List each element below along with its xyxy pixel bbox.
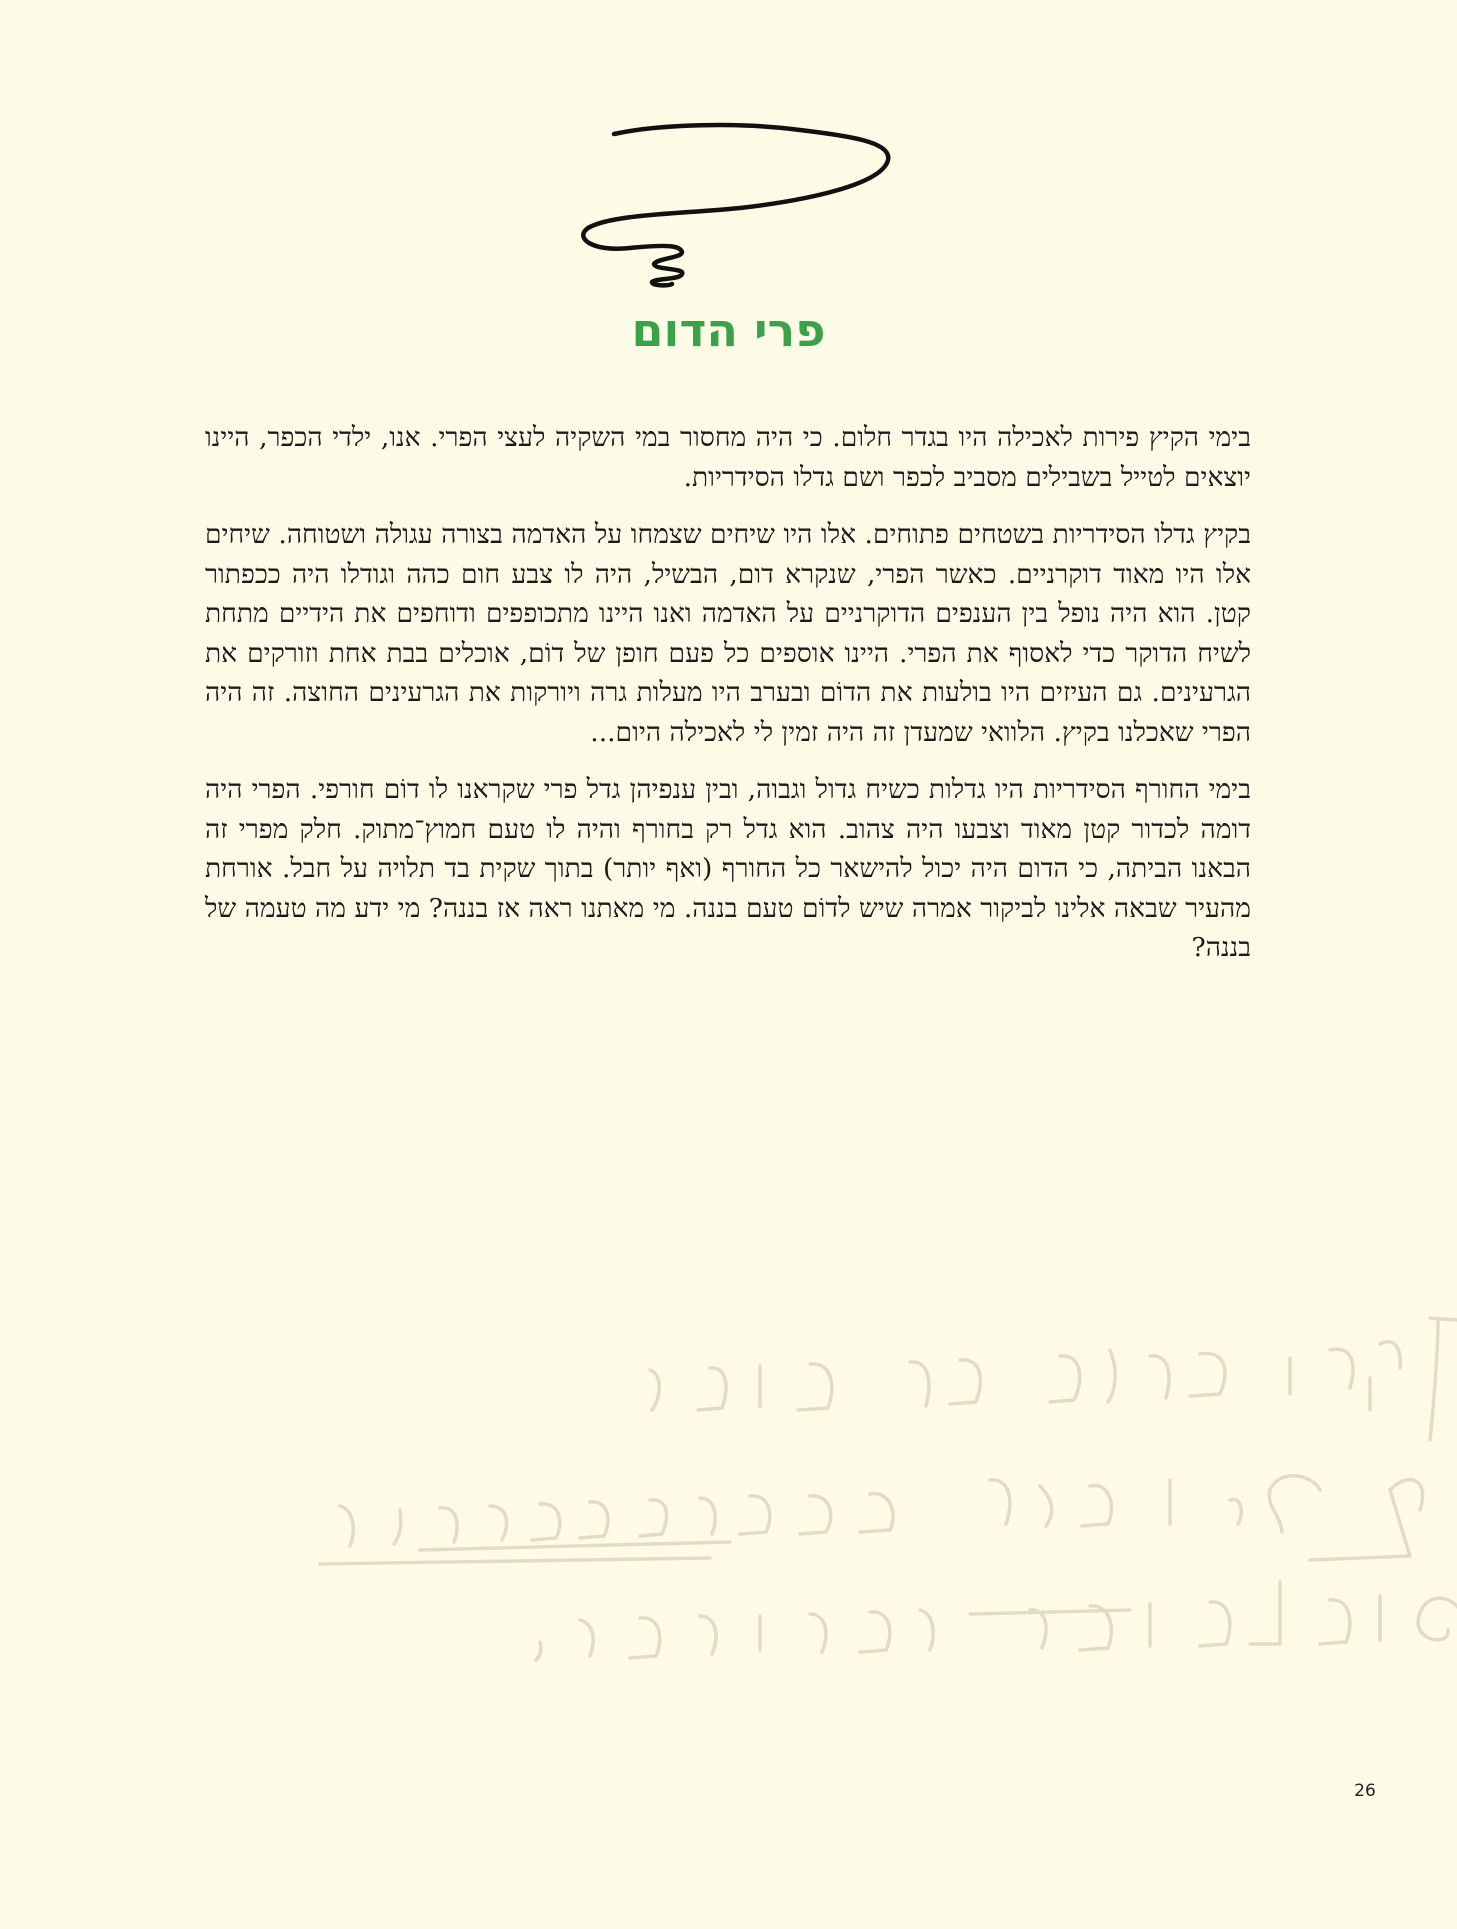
page-number: 26 — [1354, 1781, 1376, 1801]
paragraph-3: בימי החורף הסידריות היו גדלות כשיח גדול וגבוה, ובין ענפיהן גדל פרי שקראנו לו דוֹם חורפי. הפרי היה דומה לכדור קטן מאוד וצבעו היה צהוב. הוא גדל רק בחורף והיה לו טעם חמוץ־מתוק. חלק מפרי זה הבאנו הביתה, כי הדום היה יכול להישאר כל החורף (ואף יותר) בתוך שקית בד תלויה על חבל. אורחת מהעיר שבאה אלינו לביקור אמרה שיש לדוֹם טעם בננה. מי מאתנו ראה אז בננה? מי ידע מה טעמה של בננה? — [205, 774, 1251, 963]
handwritten-note-image — [270, 1310, 1457, 1670]
squiggle-ornament-icon — [570, 118, 900, 288]
paragraph-2: בקיץ גדלו הסידריות בשטחים פתוחים. אלו היו שיחים שצמחו על האדמה בצורה עגולה ושטוחה. שיחים אלו היו מאוד דוקרניים. כאשר הפרי, שנקרא דום, הבשיל, היה לו צבע חום כהה וגודלו היה ככפתור קטן. הוא היה נופל בין הענפים הדוקרניים על האדמה ואנו היינו מתכופפים ודוחפים את הידיים מתחת לשיח הדוקר כדי לאסוף את הפרי. היינו אוספים כל פעם חופן של דוֹם, אוכלים בבת אחת וזורקים את הגרעינים. גם העיזים היו בולעות את הדוֹם ובערב היו מעלות גרה ויורקות את הגרעינים החוצה. זה היה הפרי שאכלנו בקיץ. הלוואי שמעדן זה היה זמין לי לאכילה היום... — [205, 519, 1251, 748]
page-title: פרי הדום — [631, 303, 826, 357]
story-text — [205, 418, 1251, 986]
paragraph-1: בימי הקיץ פירות לאכילה היו בגדר חלום. כי היה מחסור במי השקיה לעצי הפרי. אנו, ילדי הכפר, היינו יוצאים לטייל בשבילים מסביב לכפר ושם גדלו הסידריות. — [205, 422, 1251, 493]
